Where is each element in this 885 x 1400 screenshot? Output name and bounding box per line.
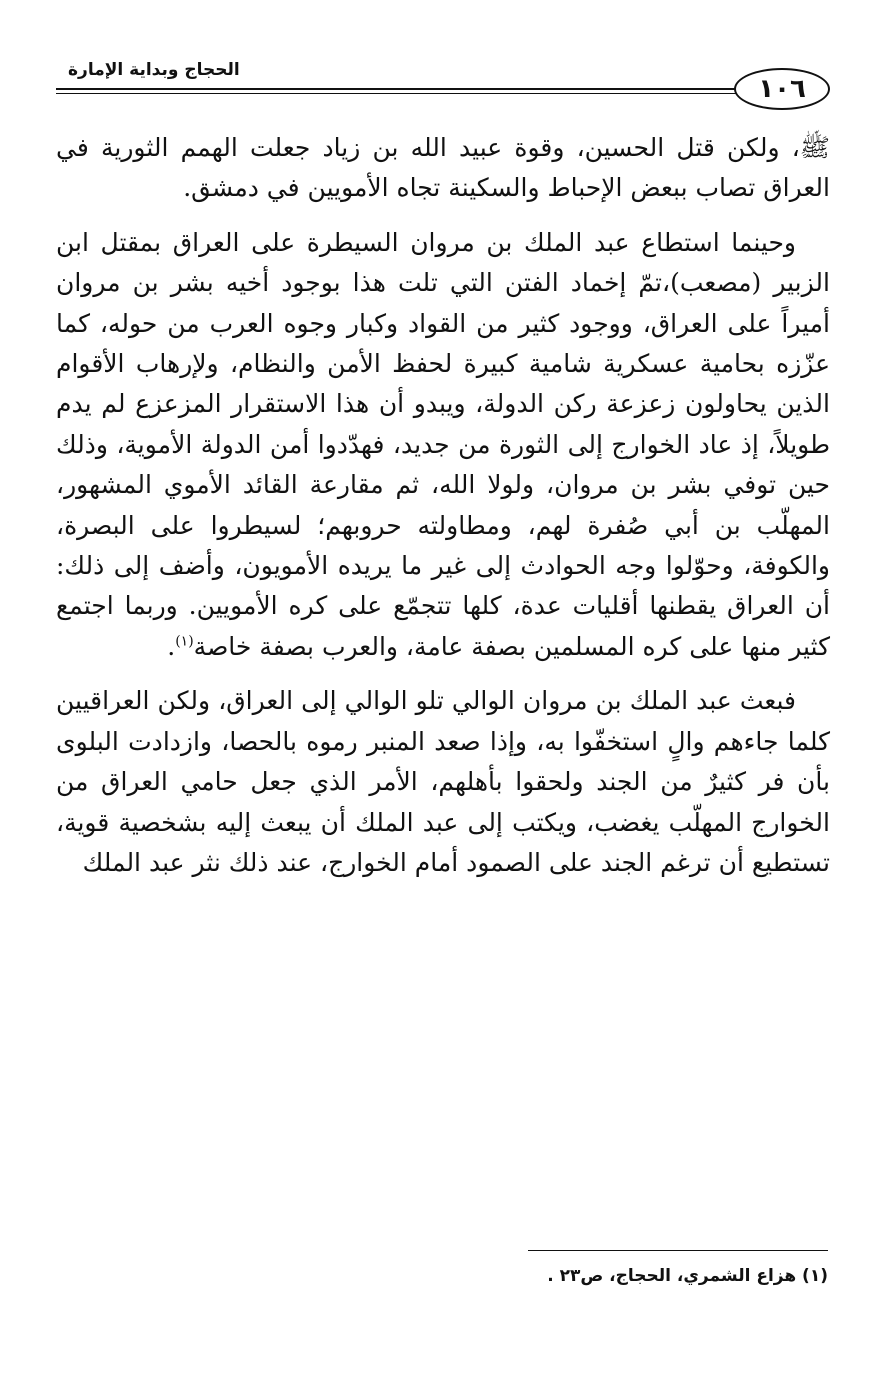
- footnote-rule: [528, 1250, 828, 1251]
- paragraph-1: ﷺ، ولكن قتل الحسين، وقوة عبيد الله بن زياد جعلت الهمم الثورية في العراق تصاب ببعض الإحباط والسكينة تجاه الأمويين في دمشق.: [56, 133, 830, 203]
- running-title: الحجاج وبداية الإمارة: [68, 60, 240, 80]
- page-header: [56, 60, 830, 116]
- page-number: ١٠٦: [758, 74, 806, 104]
- footnote-reference[interactable]: (١): [175, 633, 194, 650]
- header-rule: [56, 88, 736, 90]
- header-rule-thin: [56, 93, 736, 94]
- page-number-badge: [734, 68, 830, 110]
- main-text: [56, 128, 830, 897]
- paragraph-3: فبعث عبد الملك بن مروان الوالي تلو الوالي إلى العراق، ولكن العراقيين كلما جاءهم والٍ استخفّوا به، وإذا صعد المنبر رموه بالحصا، وازدادت البلوى بأن فر كثيرٌ من الجند ولحقوا بأهلهم، الأمر الذي جعل حامي العراق من الخوارج المهلّب يغضب، ويكتب إلى عبد الملك أن يبعث إليه بشخصية قوية، تستطيع أن ترغم الجند على الصمود أمام الخوارج، عند ذلك نثر عبد الملك: [56, 686, 830, 877]
- paragraph-2-tail: .: [167, 631, 176, 661]
- paragraph-2-text: وحينما استطاع عبد الملك بن مروان السيطرة على العراق بمقتل ابن الزبير (مصعب)،تمّ إخماد الفتن التي تلت هذا بوجود أخيه بشر بن مروان أميراً على العراق، ووجود كثير من القواد وكبار وجوه العرب من حوله، كما عزّزه بحامية عسكرية شامية كبيرة لحفظ الأمن والنظام، ولإرهاب الأقوام الذين يحاولون زعزعة ركن الدولة، ويبدو أن هذا الاستقرار المزعزع لم يدم طويلاً، إذ عاد الخوارج إلى الثورة من جديد، فهدّدوا أمن الدولة الأموية، وذلك حين توفي بشر بن مروان، ولولا الله، ثم مقارعة القائد الأموي المشهور، المهلّب بن أبي صُفرة لهم، ومطاولته حروبهم؛ لسيطروا على البصرة، والكوفة، وحوّلوا وجه الحوادث إلى غير ما يريده الأمويون، وأضف إلى ذلك: أن العراق يقطنها أقليات عدة، كلها تتجمّع على كره الأمويين. وربما اجتمع كثير منها على كره المسلمين بصفة عامة، والعرب بصفة خاصة: [56, 227, 830, 661]
- paragraph-2: [56, 223, 830, 667]
- footnote: (١) هزاع الشمري، الحجاج، ص٢٣ .: [547, 1266, 828, 1286]
